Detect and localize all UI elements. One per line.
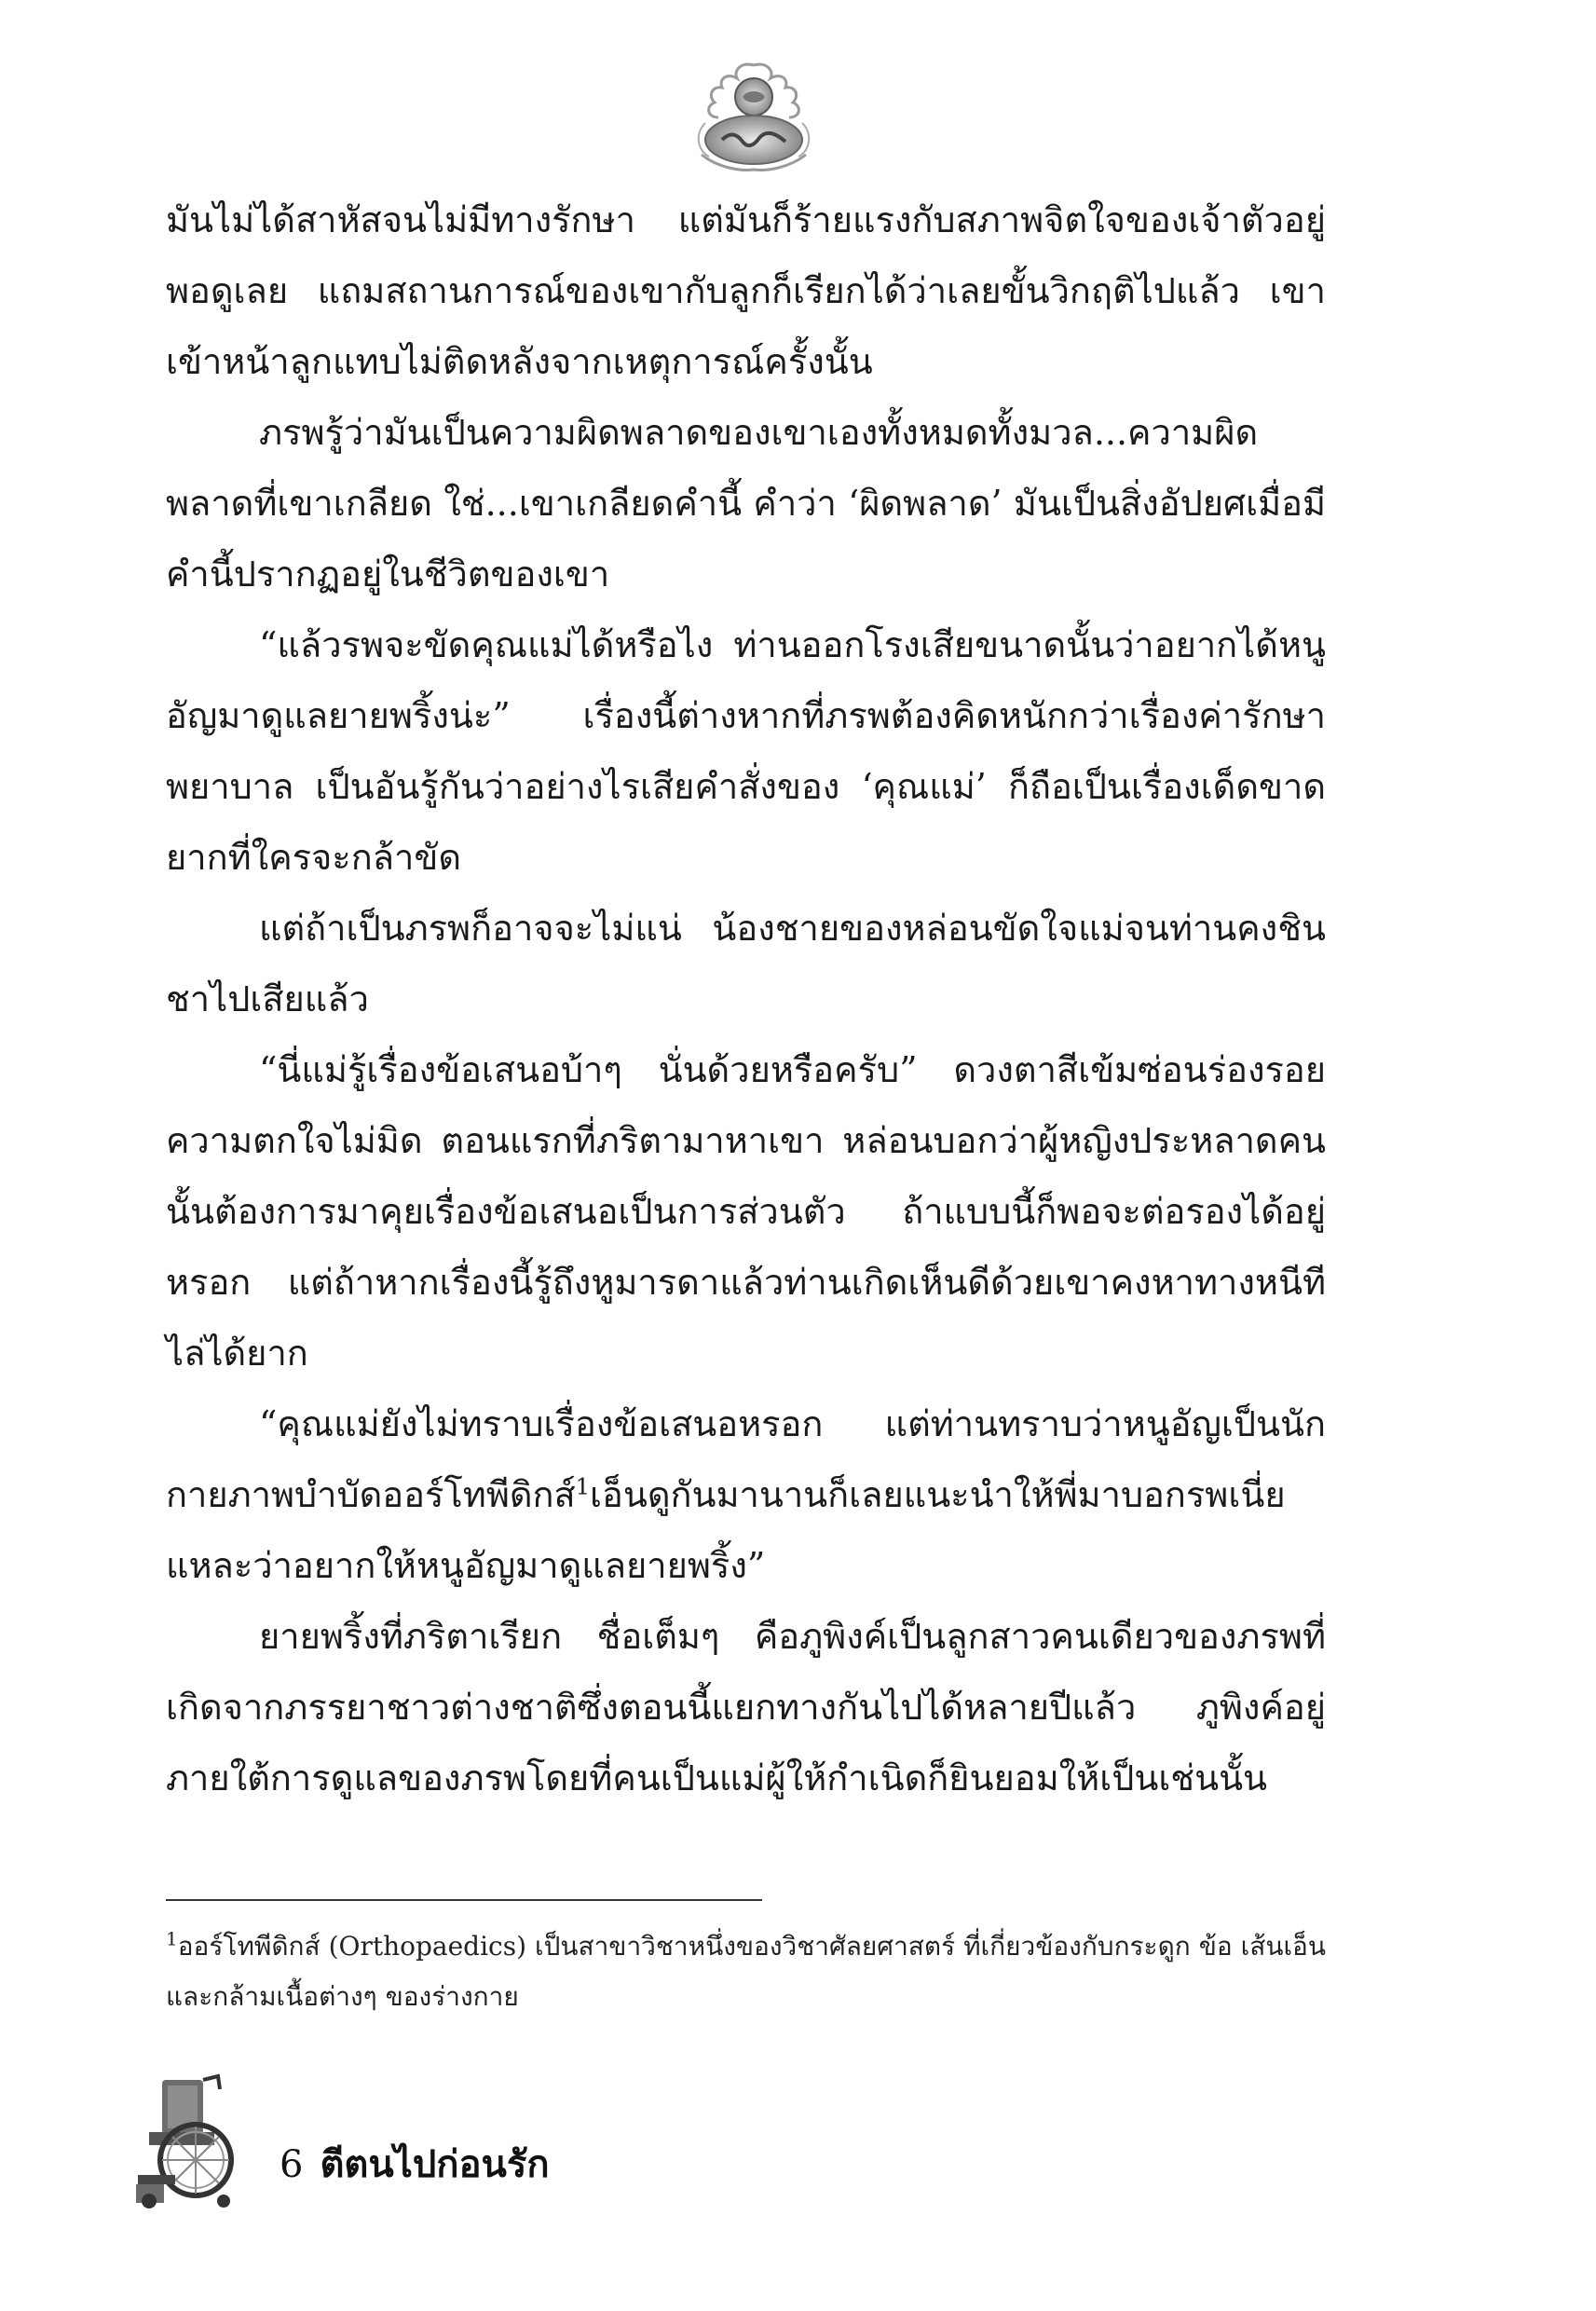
paragraph-with-footnote-ref: [166, 1388, 1326, 1601]
wheelchair-icon: [130, 2071, 242, 2210]
paragraph: “นี่แม่รู้เรื่องข้อเสนอบ้าๆ นั่นด้วยหรือครับ” ดวงตาสีเข้มซ่อนร่องรอยความตกใจไม่มิด ตอนแรกที่ภริตามาหาเขา หล่อนบอกว่าผู้หญิงประหลาดคนนั้นต้องการมาคุยเรื่องข้อเสนอเป็นการส่วนตัว ถ้าแบบนี้ก็พอจะต่อรองได้อยู่หรอก แต่ถ้าหากเรื่องนี้รู้ถึงหูมารดาแล้วท่านเกิดเห็นดีด้วยเขาคงหาทางหนีทีไล่ได้ยาก: [166, 1049, 1326, 1374]
paragraph-text-before: “คุณแม่ยังไม่ทราบเรื่องข้อเสนอหรอก แต่ท่านทราบว่าหนูอัญเป็นนักกายภาพบำบัดออร์โทพีดิกส์: [166, 1403, 1326, 1515]
ornamental-crest-icon: [685, 58, 823, 174]
footnote-reference[interactable]: 1: [575, 1473, 591, 1500]
book-title: ตีตนไปก่อนรัก: [320, 2143, 550, 2186]
page-number: 6: [280, 2143, 304, 2186]
footnote-mark: 1: [166, 1927, 178, 1950]
footnote-text: ออร์โทพีดิกส์ (Orthopaedics) เป็นสาขาวิชาหนึ่งของวิชาศัลยศาสตร์ ที่เกี่ยวข้องกับกระดูก ข้อ เส้นเอ็น และกล้ามเนื้อต่างๆ ของร่างกาย: [166, 1931, 1326, 2012]
paragraph-text-after: เอ็นดูกันมานานก็เลยแนะนำให้พี่มาบอกรพเนี่ยแหละว่าอยากให้หนูอัญมาดูแลยายพริ้ง”: [166, 1474, 1286, 1586]
footnote: [166, 1921, 1326, 2022]
footnote-divider: [166, 1899, 762, 1901]
paragraph: มันไม่ได้สาหัสจนไม่มีทางรักษา แต่มันก็ร้ายแรงกับสภาพจิตใจของเจ้าตัวอยู่พอดูเลย แถมสถานการณ์ของเขากับลูกก็เรียกได้ว่าเลยขั้นวิกฤติไปแล้ว เขาเข้าหน้าลูกแทบไม่ติดหลังจากเหตุการณ์ครั้งนั้น: [166, 199, 1326, 382]
paragraph: ยายพริ้งที่ภริตาเรียก ชื่อเต็มๆ คือภูพิงค์เป็นลูกสาวคนเดียวของภรพที่เกิดจากภรรยาชาวต่างชาติซึ่งตอนนี้แยกทางกันไปได้หลายปีแล้ว ภูพิงค์อยู่ภายใต้การดูแลของภรพโดยที่คนเป็นแม่ผู้ให้กำเนิดก็ยินยอมให้เป็นเช่นนั้น: [166, 1616, 1326, 1798]
page-footer: [280, 2134, 550, 2194]
paragraph: ภรพรู้ว่ามันเป็นความผิดพลาดของเขาเองทั้งหมดทั้งมวล...ความผิดพลาดที่เขาเกลียด ใช่...เขาเกลียดคำนี้ คำว่า ‘ผิดพลาด’ มันเป็นสิ่งอัปยศเมื่อมีคำนี้ปรากฏอยู่ในชีวิตของเขา: [166, 412, 1326, 595]
body-text: [166, 185, 1326, 1813]
paragraph: “แล้วรพจะขัดคุณแม่ได้หรือไง ท่านออกโรงเสียขนาดนั้นว่าอยากได้หนูอัญมาดูแลยายพริ้งน่ะ” เรื่องนี้ต่างหากที่ภรพต้องคิดหนักกว่าเรื่องค่ารักษาพยาบาล เป็นอันรู้กันว่าอย่างไรเสียคำสั่งของ ‘คุณแม่’ ก็ถือเป็นเรื่องเด็ดขาดยากที่ใครจะกล้าขัด: [166, 624, 1326, 878]
paragraph: แต่ถ้าเป็นภรพก็อาจจะไม่แน่ น้องชายของหล่อนขัดใจแม่จนท่านคงชินชาไปเสียแล้ว: [166, 908, 1326, 1019]
